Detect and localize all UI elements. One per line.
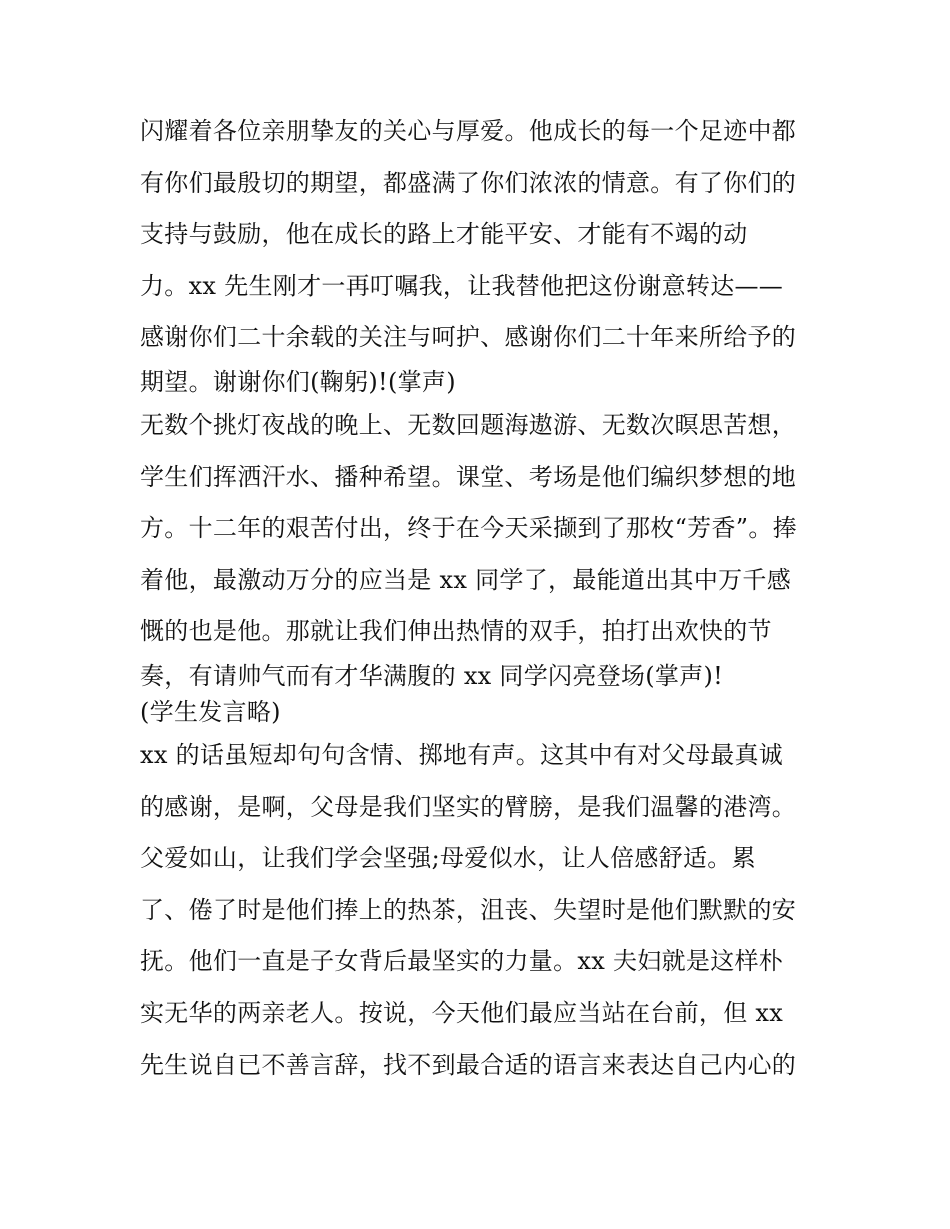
- text-line-13: (学生发言略): [140, 697, 281, 726]
- text-line-16: 父爱如山，让我们学会坚强;母爱似水，让人倍感舒适。累: [140, 844, 756, 873]
- body-text: [140, 106, 820, 1091]
- text-line-6: 期望。谢谢你们(鞠躬)!(掌声): [140, 367, 456, 396]
- text-line-14: xx 的话虽短却句句含情、掷地有声。这其中有对父母最真诚: [140, 740, 784, 769]
- text-line-1: 闪耀着各位亲朋挚友的关心与厚爱。他成长的每一个足迹中都: [140, 117, 797, 145]
- text-line-17: 了、倦了时是他们捧上的热茶，沮丧、失望时是他们默默的安: [140, 895, 797, 924]
- text-line-12: 奏，有请帅气而有才华满腹的 xx 同学闪亮登场(掌声)!: [140, 661, 724, 690]
- text-line-4: 力。xx 先生刚才一再叮嘱我，让我替他把这份谢意转达——: [140, 271, 784, 300]
- text-line-11: 慨的也是他。那就让我们伸出热情的双手，拍打出欢快的节: [140, 617, 772, 646]
- text-line-3: 支持与鼓励，他在成长的路上才能平安、才能有不竭的动: [140, 220, 748, 249]
- text-line-7: 无数个挑灯夜战的晚上、无数回题海遨游、无数次暝思苦想，: [140, 410, 797, 439]
- text-line-9: 方。十二年的艰苦付出，终于在今天采撷到了那枚“芳香”。捧: [140, 514, 797, 543]
- text-line-10: 着他，最激动万分的应当是 xx 同学了，最能道出其中万千感: [140, 565, 792, 594]
- text-line-5: 感谢你们二十余载的关注与呵护、感谢你们二十年来所给予的: [140, 323, 797, 352]
- text-line-20: 先生说自已不善言辞，找不到最合适的语言来表达自己内心的: [140, 1050, 797, 1079]
- text-line-8: 学生们挥洒汗水、播种希望。课堂、考场是他们编织梦想的地: [140, 462, 797, 491]
- text-line-19: 实无华的两亲老人。按说，今天他们最应当站在台前，但 xx: [140, 998, 784, 1027]
- text-line-18: 抚。他们一直是子女背后最坚实的力量。xx 夫妇就是这样朴: [140, 947, 784, 976]
- text-line-2: 有你们最殷切的期望，都盛满了你们浓浓的情意。有了你们的: [140, 168, 797, 197]
- text-line-15: 的感谢，是啊，父母是我们坚实的臂膀，是我们温馨的港湾。: [140, 792, 797, 821]
